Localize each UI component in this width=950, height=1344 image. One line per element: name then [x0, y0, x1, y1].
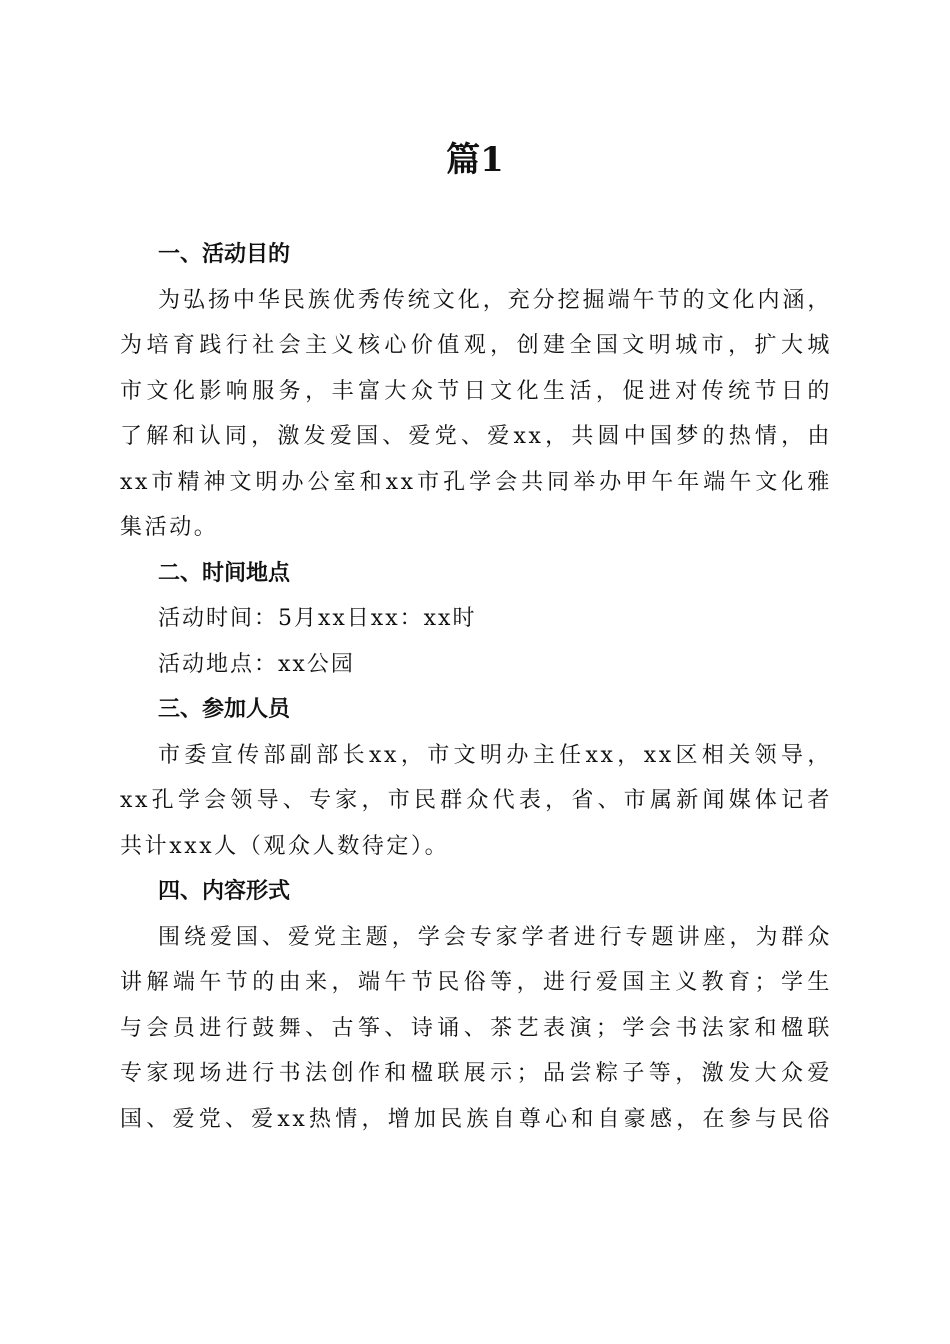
text-line: 专家现场进行书法创作和楹联展示；品尝粽子等，激发大众爱	[120, 1061, 832, 1086]
section-participants	[120, 687, 832, 869]
section-heading: 一、活动目的	[158, 242, 291, 267]
text-line: 为培育践行社会主义核心价值观，创建全国文明城市，扩大城	[120, 333, 832, 358]
text-line: 市文化影响服务，丰富大众节日文化生活，促进对传统节日的	[120, 378, 832, 404]
section-heading: 三、参加人员	[158, 697, 291, 722]
activity-location: 活动地点：xx公园	[158, 651, 355, 677]
section-heading: 四、内容形式	[158, 879, 291, 904]
section-paragraph	[120, 915, 832, 1143]
text-line: xx孔学会领导、专家，市民群众代表，省、市属新闻媒体记者	[120, 788, 832, 813]
section-content-format	[120, 869, 832, 1142]
text-line: 讲解端午节的由来，端午节民俗等，进行爱国主义教育；学生	[120, 970, 832, 995]
text-line: 了解和认同，激发爱国、爱党、爱xx，共圆中国梦的热情，由	[120, 424, 832, 449]
text-line: 围绕爱国、爱党主题，学会专家学者进行专题讲座，为群众	[158, 924, 832, 950]
activity-time: 活动时间：5月xx日xx：xx时	[158, 606, 477, 631]
document-body	[120, 232, 832, 1142]
text-line: 集活动。	[120, 515, 219, 540]
text-line: xx市精神文明办公室和xx市孔学会共同举办甲午年端午文化雅	[120, 469, 832, 495]
section-heading: 二、时间地点	[158, 560, 291, 586]
section-paragraph	[120, 278, 832, 551]
text-line: 与会员进行鼓舞、古筝、诗诵、茶艺表演；学会书法家和楹联	[120, 1015, 832, 1041]
text-line: 共计xxx人（观众人数待定）。	[120, 833, 450, 859]
document-title: 篇1	[446, 140, 504, 180]
text-line: 市委宣传部副部长xx，市文明办主任xx，xx区相关领导，	[158, 742, 832, 768]
section-paragraph	[120, 733, 832, 870]
section-purpose	[120, 232, 832, 551]
section-time-place	[120, 551, 832, 688]
text-line: 国、爱党、爱xx热情，增加民族自尊心和自豪感，在参与民俗	[120, 1106, 832, 1132]
text-line: 为弘扬中华民族优秀传统文化，充分挖掘端午节的文化内涵，	[158, 287, 832, 313]
